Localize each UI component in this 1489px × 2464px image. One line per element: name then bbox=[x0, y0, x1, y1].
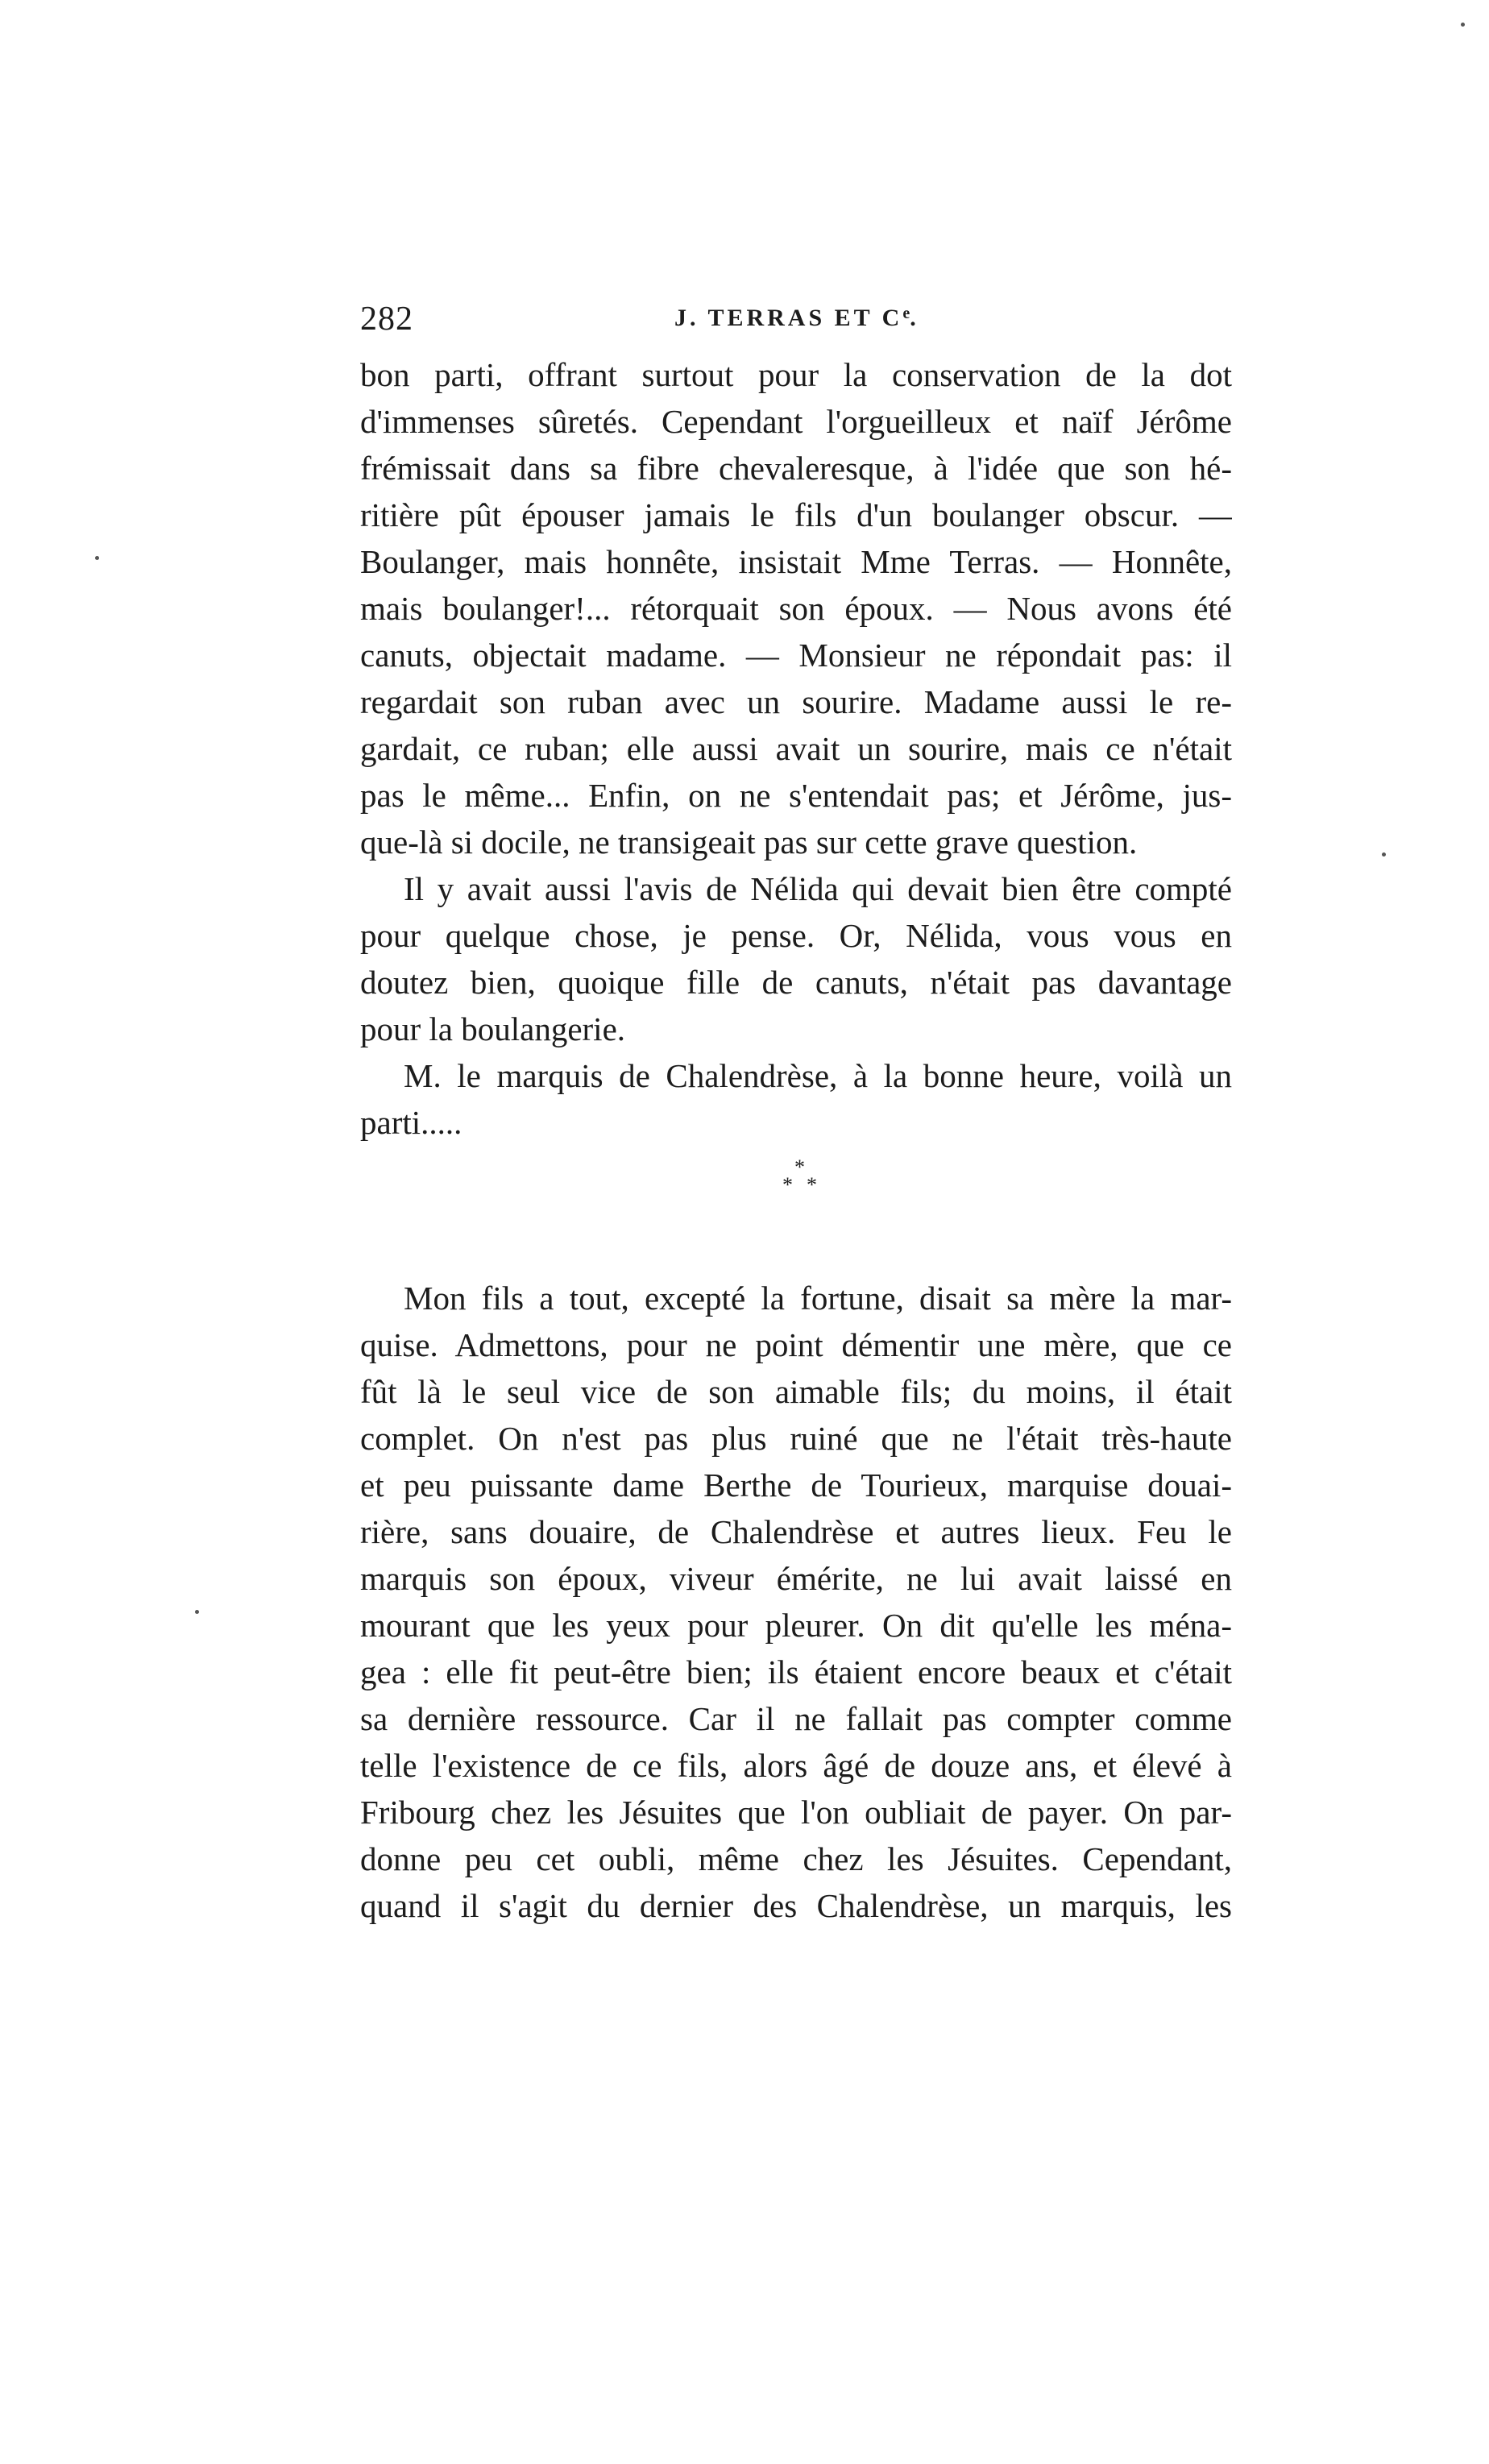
ink-speck bbox=[1382, 852, 1386, 857]
asterism-star: * bbox=[794, 1155, 805, 1179]
paragraph-4 bbox=[360, 1275, 1232, 1929]
text-line: gea : elle fit peut-être bien; ils étaient encore beaux et c'était bbox=[360, 1653, 1232, 1690]
text-line: pour la boulangerie. bbox=[360, 1010, 626, 1047]
paragraph-3 bbox=[360, 1052, 1232, 1146]
text-line: pas le même... Enfin, on ne s'entendait pas; et Jérôme, jus- bbox=[360, 777, 1232, 814]
text-line: doutez bien, quoique fille de canuts, n'était pas davantage bbox=[360, 964, 1232, 1001]
text-line: M. le marquis de Chalendrèse, à la bonne heure, voilà un bbox=[404, 1057, 1232, 1094]
text-line: gardait, ce ruban; elle aussi avait un sourire, mais ce n'était bbox=[360, 730, 1232, 767]
asterism-star: * bbox=[807, 1173, 817, 1197]
ink-speck bbox=[1461, 23, 1465, 27]
ink-speck bbox=[95, 556, 99, 560]
asterism-star: * bbox=[782, 1173, 793, 1197]
text-line: regardait son ruban avec un sourire. Madame aussi le re- bbox=[360, 683, 1232, 720]
text-line: quand il s'agit du dernier des Chalendrèse, un marquis, les bbox=[360, 1887, 1232, 1924]
text-line: d'immenses sûretés. Cependant l'orgueilleux et naïf Jérôme bbox=[360, 403, 1232, 440]
text-line: marquis son époux, viveur émérite, ne lui avait laissé en bbox=[360, 1560, 1232, 1597]
page-number: 282 bbox=[360, 301, 413, 338]
body-text bbox=[360, 351, 1232, 1929]
page-header bbox=[360, 300, 1232, 348]
text-line: telle l'existence de ce fils, alors âgé de douze ans, et élevé à bbox=[360, 1747, 1232, 1784]
paragraph-2 bbox=[360, 865, 1232, 1052]
text-line: mais boulanger!... rétorquait son époux. — Nous avons été bbox=[360, 590, 1232, 627]
text-line: Fribourg chez les Jésuites que l'on oubliait de payer. On par- bbox=[360, 1794, 1232, 1831]
text-line: ritière pût épouser jamais le fils d'un boulanger obscur. — bbox=[360, 496, 1232, 533]
running-head bbox=[674, 305, 919, 332]
text-line: bon parti, offrant surtout pour la conservation de la dot bbox=[360, 356, 1232, 393]
paragraph-1 bbox=[360, 351, 1232, 865]
text-line: Il y avait aussi l'avis de Nélida qui devait bien être compté bbox=[404, 870, 1232, 907]
text-line: mourant que les yeux pour pleurer. On dit qu'elle les ména- bbox=[360, 1607, 1232, 1644]
text-line: donne peu cet oubli, même chez les Jésuites. Cependant, bbox=[360, 1840, 1232, 1877]
text-line: canuts, objectait madame. — Monsieur ne répondait pas: il bbox=[360, 637, 1232, 674]
text-line: Mon fils a tout, excepté la fortune, disait sa mère la mar- bbox=[404, 1280, 1232, 1317]
text-line: fût là le seul vice de son aimable fils; du moins, il était bbox=[360, 1373, 1232, 1410]
text-line: pour quelque chose, je pense. Or, Nélida, vous vous en bbox=[360, 917, 1232, 954]
text-line: parti..... bbox=[360, 1104, 462, 1141]
ink-speck bbox=[195, 1610, 199, 1614]
running-head-superscript: e bbox=[902, 305, 910, 322]
text-line: sa dernière ressource. Car il ne fallait pas compter comme bbox=[360, 1700, 1232, 1737]
text-line: et peu puissante dame Berthe de Tourieux, marquise douai- bbox=[360, 1466, 1232, 1504]
text-line: frémissait dans sa fibre chevaleresque, à l'idée que son hé- bbox=[360, 450, 1232, 487]
running-head-period: . bbox=[910, 305, 919, 331]
running-head-text: J. TERRAS ET C bbox=[674, 305, 903, 331]
text-line: complet. On n'est pas plus ruiné que ne l'était très-haute bbox=[360, 1420, 1232, 1457]
text-line: que-là si docile, ne transigeait pas sur cette grave question. bbox=[360, 823, 1138, 861]
text-line: quise. Admettons, pour ne point démentir une mère, que ce bbox=[360, 1326, 1232, 1363]
section-break-asterism bbox=[360, 1146, 1232, 1275]
text-line: Boulanger, mais honnête, insistait Mme Terras. — Honnête, bbox=[360, 543, 1232, 580]
text-line: rière, sans douaire, de Chalendrèse et autres lieux. Feu le bbox=[360, 1513, 1232, 1550]
